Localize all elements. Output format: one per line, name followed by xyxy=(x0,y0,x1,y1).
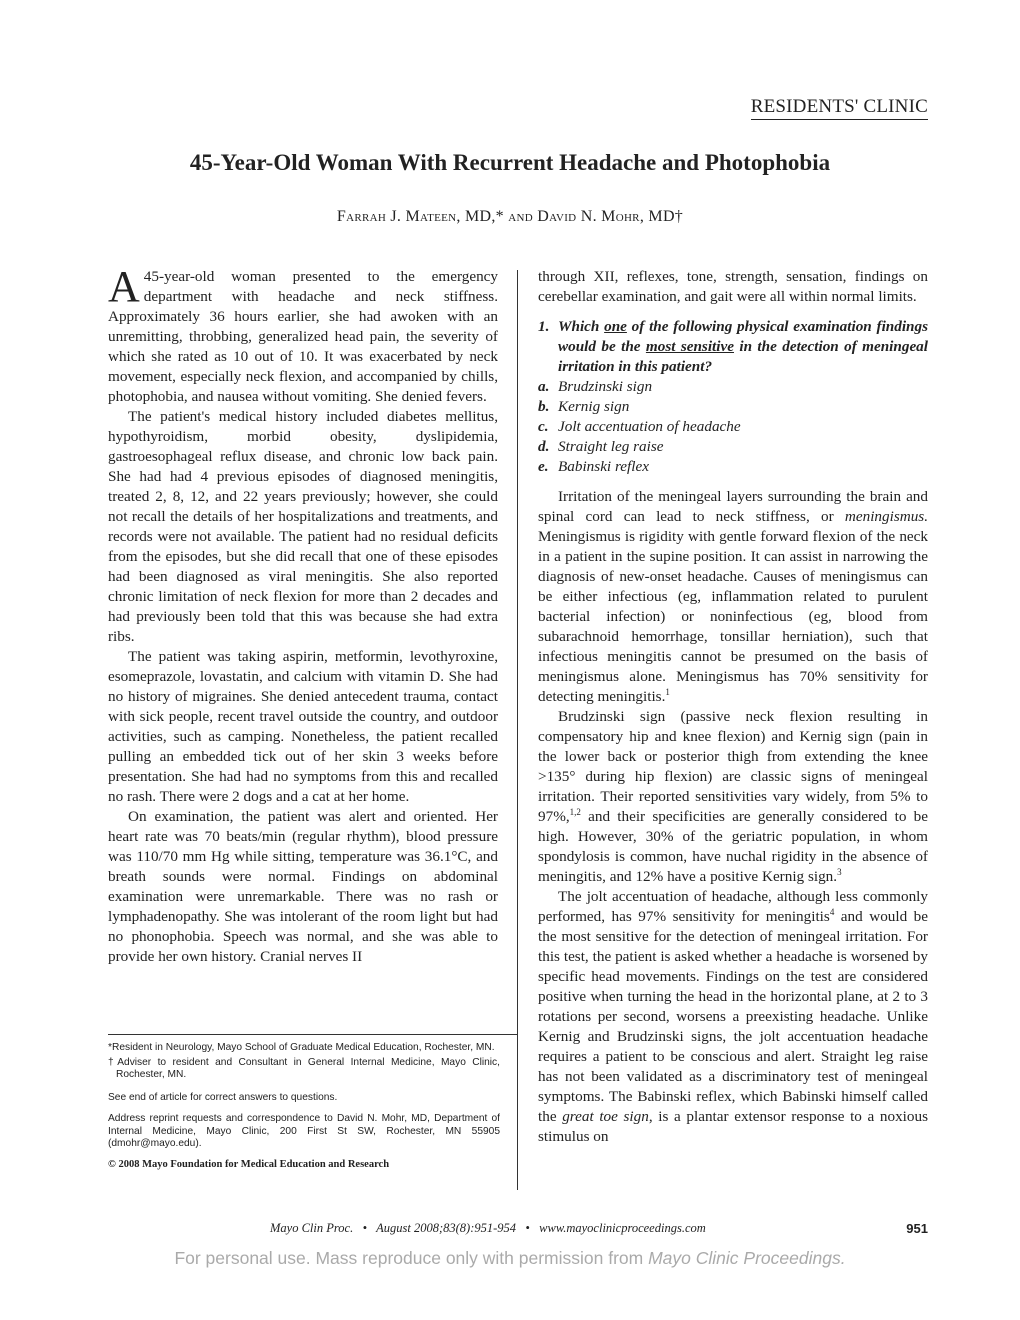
footnotes xyxy=(108,1042,500,1179)
footnote-2: †Adviser to resident and Consultant in General Internal Medicine, Mayo Clinic, Rochester, MN. xyxy=(108,1056,500,1080)
paragraph-5: Irritation of the meningeal layers surrounding the brain and spinal cord can lead to neck stiffness, or meningismus. Meningismus is rigidity with gentle forward flexion of the neck in a patient in the supine position. It can assist in narrowing the diagnosis of new-onset headache. Causes of meningismus can be either infectious (eg, inflammation related to purulent bacterial infection) or noninfectious (eg, blood from subarachnoid hemorrhage, tonsillar herniation), such that infectious meningitis cannot be presumed on the basis of meningismus alone. Meningismus has 70% sensitivity for detecting meningitis.$^1$ xyxy=(538,488,928,705)
answers-note: See end of article for correct answers to questions. xyxy=(108,1091,338,1103)
footnote-divider xyxy=(108,1034,518,1035)
paragraph-6: Brudzinski sign (passive neck flexion resulting in compensatory hip and knee flexion) and Kernig sign (pain in the lower back or posterior thigh from extending the knee >135° during hip flexion) are classic signs of meningeal irritation. Their reported sensitivities vary widely, from 5% to 97%,$^{1,2}$ and their specificities are generally considered to be high. However, 30% of the geriatric population, in whom spondylosis is common, have nuchal rigidity in the absence of meningitis, and 12% have a positive Kernig sign.$^3$ xyxy=(538,708,928,885)
reprint-address: Address reprint requests and correspondence to David N. Mohr, MD, Department of Internal Medicine, Mayo Clinic, 200 First St SW, Rochester, MN 55905 (dmohr@mayo.edu). xyxy=(108,1113,500,1149)
journal-citation: Mayo Clin Proc. • August 2008;83(8):951-954 • www.mayoclinicproceedings.com xyxy=(270,1221,706,1235)
watermark-journal: Mayo Clinic Proceedings. xyxy=(648,1248,846,1268)
paragraph-2: The patient's medical history included diabetes mellitus, hypothyroidism, morbid obesity, dyslipidemia, gastroesophageal reflux disease, and chronic low back pain. She had had 4 previous episodes of diagnosed meningitis, treated 2, 8, 12, and 22 years previously; however, she could not recall the details of her hospitalizations and treatments, and records were not available. The patient had no residual deficits from the episodes, but she did recall that one of these episodes had been diagnosed as viral meningitis. She also reported chronic limitation of neck flexion for more than 2 decades and had previously been told that this was because she had extra ribs. xyxy=(108,408,498,645)
copyright: © 2008 Mayo Foundation for Medical Education and Research xyxy=(108,1158,390,1170)
dropcap: A xyxy=(108,262,140,311)
authors: Farrah J. Mateen, MD,* and David N. Mohr, MD† xyxy=(336,208,684,225)
question-number: 1. xyxy=(538,318,550,335)
option-c: c. Jolt accentuation of headache xyxy=(538,418,741,435)
section-label: RESIDENTS' CLINIC xyxy=(751,96,928,120)
paragraph-7: The jolt accentuation of headache, although less commonly performed, has 97% sensitivity for meningitis$^4$ and would be the most sensitive for the detection of meningeal irritation. For this test, the patient is asked whether a headache is worsened by specific head movements. Findings on the test are considered positive when turning the head in the horizontal plane, at 2 to 3 rotations per second, worsens a preexisting headache. Unlike Kernig and Brudzinski signs, the jolt accentuation headache requires a patient to be conscious and alert. Straight leg raise has not been validated as a discriminatory test of meningeal symptoms. The Babinski reflex, which Babinski himself called the great toe sign, is a plantar extensor response to a noxious stimulus on xyxy=(538,888,929,1145)
paragraph-1-text: 45-year-old woman presented to the emergency department with headache and neck stiffness. Approximately 36 hours earlier, she had awoken with an unremitting, throbbing, generalized head pain, the severity of which she rated as 10 out of 10. It was exacerbated by neck movement, especially neck flexion, and accompanied by chills, photophobia, and nausea without vomiting. She denied fevers. xyxy=(108,268,498,405)
paragraph-continued: through XII, reflexes, tone, strength, sensation, findings on cerebellar examination, and gait were all within normal limits. xyxy=(538,268,928,305)
option-e: e. Babinski reflex xyxy=(538,458,649,475)
usage-watermark: For personal use. Mass reproduce only with permission from Mayo Clinic Proceedings. xyxy=(174,1248,846,1268)
right-column xyxy=(538,267,928,1147)
column-divider xyxy=(517,270,518,1190)
paragraph-4: On examination, the patient was alert and oriented. Her heart rate was 70 beats/min (regular rhythm), blood pressure was 110/70 mm Hg while sitting, temperature was 36.1°C, and breath sounds were normal. Findings on abdominal examination were unremarkable. There was no rash or lymphadenopathy. She was intolerant of the room light but had no phonophobia. Speech was normal, and she was able to provide her own history. Cranial nerves II xyxy=(108,808,498,965)
article-title: 45-Year-Old Woman With Recurrent Headache and Photophobia xyxy=(189,150,831,175)
question-text: Which one of the following physical examination findings would be the most sensitive in the detection of meningeal irritation in this patient? xyxy=(558,318,928,375)
page-number: 951 xyxy=(906,1221,928,1236)
paragraph-1 xyxy=(108,262,498,407)
footnote-1: *Resident in Neurology, Mayo School of Graduate Medical Education, Rochester, MN. xyxy=(108,1042,495,1053)
option-d: d. Straight leg raise xyxy=(538,438,664,455)
option-a: a. Brudzinski sign xyxy=(538,378,653,395)
left-column xyxy=(108,262,498,967)
question-1 xyxy=(538,317,928,377)
paragraph-3: The patient was taking aspirin, metformin, levothyroxine, esomeprazole, lovastatin, and calcium with vitamin D. She had no history of migraines. She denied antecedent trauma, contact with sick people, recent travel outside the country, and outdoor activities, such as camping. Nonetheless, the patient recalled pulling an embedded tick out of her skin 3 weeks before presentation. She had had no symptoms from this and recalled no rash. There were 2 dogs and a cat at her home. xyxy=(108,648,498,805)
option-b: b. Kernig sign xyxy=(538,398,630,415)
